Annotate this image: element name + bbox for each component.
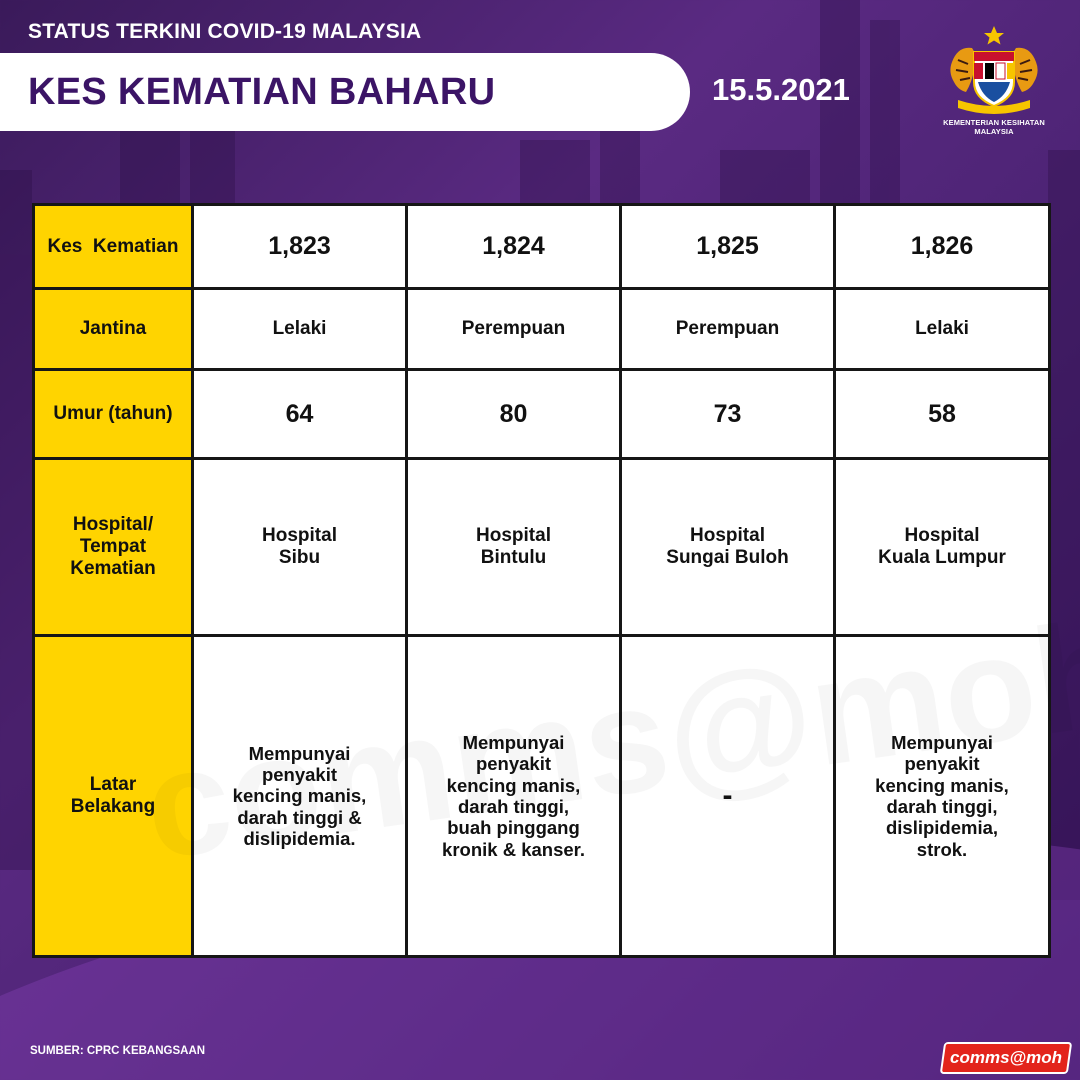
row-header-background: Latar Belakang xyxy=(34,636,193,957)
case-number-cell: 1,826 xyxy=(835,205,1050,289)
death-cases-table xyxy=(32,203,1048,955)
row-header-gender: Jantina xyxy=(34,289,193,370)
background-cell: Mempunyai penyakit kencing manis, darah tinggi & dislipidemia. xyxy=(193,636,407,957)
background-cell: Mempunyai penyakit kencing manis, darah tinggi, buah pinggang kronik & kanser. xyxy=(407,636,621,957)
gender-cell: Lelaki xyxy=(835,289,1050,370)
case-number-cell: 1,823 xyxy=(193,205,407,289)
hospital-cell: Hospital Bintulu xyxy=(407,459,621,636)
hospital-cell: Hospital Sungai Buloh xyxy=(621,459,835,636)
hospital-cell: Hospital Kuala Lumpur xyxy=(835,459,1050,636)
row-hospital xyxy=(34,459,1050,636)
brand-badge xyxy=(940,1042,1072,1074)
hospital-cell: Hospital Sibu xyxy=(193,459,407,636)
case-number-cell: 1,824 xyxy=(407,205,621,289)
ministry-label: KEMENTERIAN KESIHATAN MALAYSIA xyxy=(943,118,1045,136)
row-gender xyxy=(34,289,1050,370)
background-cell: Mempunyai penyakit kencing manis, darah tinggi, dislipidemia, strok. xyxy=(835,636,1050,957)
row-header-case: Kes Kematian xyxy=(34,205,193,289)
case-number-cell: 1,825 xyxy=(621,205,835,289)
row-header-age: Umur (tahun) xyxy=(34,370,193,459)
coat-of-arms-icon xyxy=(944,22,1044,118)
row-background xyxy=(34,636,1050,957)
source-label: SUMBER: CPRC KEBANGSAAN xyxy=(30,1045,206,1057)
row-age xyxy=(34,370,1050,459)
age-cell: 64 xyxy=(193,370,407,459)
gender-cell: Perempuan xyxy=(621,289,835,370)
title-banner xyxy=(0,53,690,131)
brand-label: comms@moh xyxy=(950,1048,1062,1067)
age-cell: 80 xyxy=(407,370,621,459)
background-cell: - xyxy=(621,636,835,957)
row-header-hospital: Hospital/ Tempat Kematian xyxy=(34,459,193,636)
age-cell: 58 xyxy=(835,370,1050,459)
status-label: STATUS TERKINI COVID-19 MALAYSIA xyxy=(28,20,422,43)
age-cell: 73 xyxy=(621,370,835,459)
row-case-number xyxy=(34,205,1050,289)
gender-cell: Lelaki xyxy=(193,289,407,370)
report-date: 15.5.2021 xyxy=(712,72,850,107)
page-title: KES KEMATIAN BAHARU xyxy=(28,70,496,113)
gender-cell: Perempuan xyxy=(407,289,621,370)
